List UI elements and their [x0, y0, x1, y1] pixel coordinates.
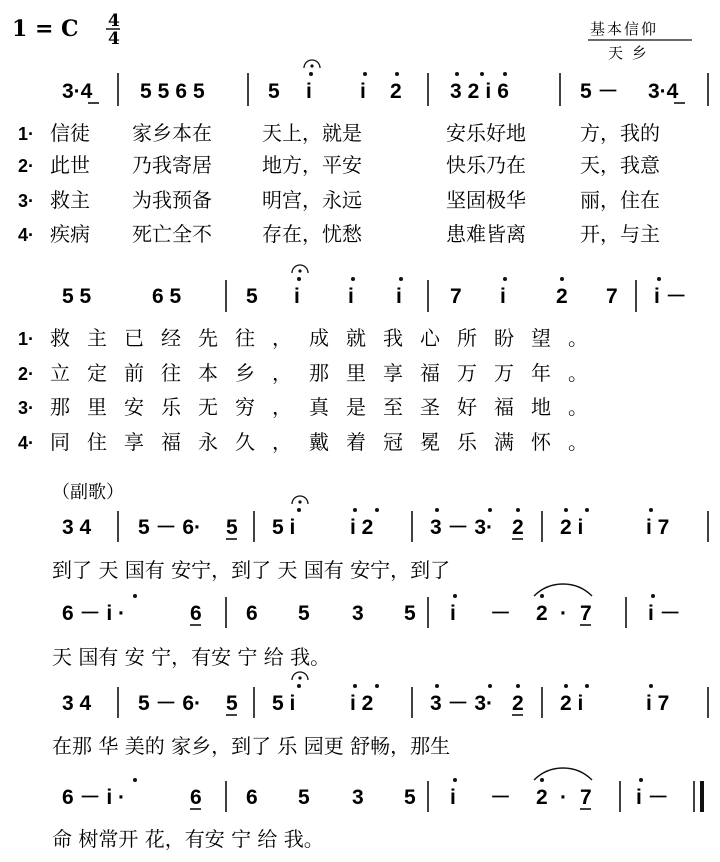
svg-text:7: 7: [580, 602, 592, 625]
system-1-notes: [62, 60, 708, 106]
svg-text:i －: i －: [648, 602, 681, 625]
svg-text:6 － i ·: 6 － i ·: [62, 786, 126, 809]
svg-text:i: i: [360, 80, 366, 103]
svg-text:7: 7: [580, 786, 592, 809]
svg-text:此世: 此世: [50, 153, 90, 177]
svg-text:i －: i －: [636, 786, 669, 809]
system-1-lyrics: [18, 121, 660, 246]
svg-text:同住享福永久，戴着冠冕乐满怀。: 同住享福永久，戴着冠冕乐满怀。: [50, 430, 605, 454]
svg-text:3: 3: [352, 602, 364, 625]
svg-text:i －: i －: [654, 285, 687, 308]
svg-text:坚固极华: 坚固极华: [446, 188, 526, 212]
song-title: 基本信仰: [590, 20, 659, 38]
svg-text:患难皆离: 患难皆离: [446, 222, 526, 246]
svg-text:i 2: i 2: [350, 692, 374, 715]
svg-text:疾病: 疾病: [50, 222, 90, 246]
svg-text:4·: 4·: [18, 433, 35, 453]
svg-text:5: 5: [298, 602, 310, 625]
svg-text:5: 5: [246, 285, 258, 308]
svg-text:5: 5: [226, 692, 238, 715]
svg-text:6: 6: [246, 602, 258, 625]
svg-text:家乡本在: 家乡本在: [132, 121, 212, 145]
svg-text:开，与主: 开，与主: [580, 222, 660, 246]
svg-text:·: ·: [560, 602, 567, 625]
svg-text:地方，平安: 地方，平安: [262, 153, 362, 177]
svg-text:存在，忧愁: 存在，忧愁: [262, 222, 362, 246]
svg-text:天，我意: 天，我意: [580, 153, 660, 177]
svg-text:信徒: 信徒: [50, 121, 90, 145]
svg-text:3·: 3·: [18, 191, 35, 211]
chorus-line-1-lyrics: 到了 天 国有 安宁，到了 天 国有 安宁，到了: [52, 558, 451, 582]
chorus-line-2-lyrics: 天 国有 安 宁，有安 宁 给 我。: [52, 645, 331, 669]
svg-text:救主已经先往，成就我心所盼望。: 救主已经先往，成就我心所盼望。: [50, 326, 605, 350]
svg-text:2: 2: [556, 285, 568, 308]
svg-text:2·: 2·: [18, 156, 35, 176]
meter-bottom: 4: [108, 29, 120, 49]
meter-top: 4: [108, 11, 120, 31]
svg-text:i: i: [306, 80, 312, 103]
svg-text:立定前往本乡，那里享福万万年。: 立定前往本乡，那里享福万万年。: [50, 361, 605, 385]
svg-text:2·: 2·: [18, 364, 35, 384]
svg-text:死亡全不: 死亡全不: [132, 222, 212, 246]
svg-text:5 i: 5 i: [272, 692, 296, 715]
svg-text:5: 5: [404, 786, 416, 809]
chorus-line-3-lyrics: 在那 华 美的 家乡，到了 乐 园更 舒畅，那生: [52, 734, 451, 758]
chorus-line-2-notes: [62, 584, 681, 628]
svg-text:2 i: 2 i: [560, 692, 584, 715]
svg-text:5: 5: [226, 516, 238, 539]
svg-text:为我预备: 为我预备: [132, 188, 212, 212]
svg-text:2: 2: [536, 786, 548, 809]
svg-text:6 5: 6 5: [152, 285, 182, 308]
svg-text:3 4: 3 4: [62, 516, 92, 539]
svg-text:－: －: [490, 786, 511, 809]
svg-text:7: 7: [606, 285, 618, 308]
chorus-line-4-lyrics: 命 树常开 花，有安 宁 给 我。: [52, 827, 324, 851]
svg-text:方，我的: 方，我的: [580, 121, 660, 145]
svg-text:1·: 1·: [18, 124, 35, 144]
svg-text:i: i: [450, 602, 456, 625]
svg-text:3 － 3·: 3 － 3·: [430, 692, 494, 715]
key-signature: 1 = C: [12, 16, 79, 42]
svg-text:－: －: [490, 602, 511, 625]
svg-text:2: 2: [390, 80, 402, 103]
svg-text:2 i: 2 i: [560, 516, 584, 539]
svg-text:6: 6: [246, 786, 258, 809]
svg-text:3 － 3·: 3 － 3·: [430, 516, 494, 539]
svg-text:丽，住在: 丽，住在: [580, 188, 660, 212]
svg-text:6: 6: [190, 786, 202, 809]
svg-text:i 7: i 7: [646, 692, 670, 715]
svg-text:天上，就是: 天上，就是: [262, 121, 362, 145]
svg-text:5565: 5565: [140, 80, 211, 103]
chorus-label: （副歌）: [52, 482, 124, 503]
svg-text:3·4: 3·4: [62, 80, 93, 103]
svg-text:明宫，永远: 明宫，永远: [262, 188, 362, 212]
svg-text:5: 5: [268, 80, 280, 103]
svg-text:2: 2: [512, 692, 524, 715]
svg-text:i: i: [348, 285, 354, 308]
svg-text:6 － i ·: 6 － i ·: [62, 602, 126, 625]
svg-text:2: 2: [536, 602, 548, 625]
svg-text:i 7: i 7: [646, 516, 670, 539]
svg-text:i: i: [396, 285, 402, 308]
svg-text:i: i: [450, 786, 456, 809]
svg-text:2: 2: [512, 516, 524, 539]
svg-text:1·: 1·: [18, 329, 35, 349]
svg-text:5 i: 5 i: [272, 516, 296, 539]
svg-text:5 － 6·: 5 － 6·: [138, 516, 202, 539]
svg-text:乃我寄居: 乃我寄居: [132, 153, 212, 177]
chorus-line-3-notes: [62, 672, 708, 718]
svg-text:3·: 3·: [18, 398, 35, 418]
svg-text:3 4: 3 4: [62, 692, 92, 715]
system-2-notes: [62, 265, 687, 312]
svg-text:32i6: 32i6: [450, 80, 515, 103]
svg-text:7: 7: [450, 285, 462, 308]
svg-text:6: 6: [190, 602, 202, 625]
svg-text:5: 5: [404, 602, 416, 625]
svg-text:·: ·: [560, 786, 567, 809]
svg-text:3: 3: [352, 786, 364, 809]
svg-text:安乐好地: 安乐好地: [446, 121, 526, 145]
svg-text:5 －: 5 －: [580, 80, 619, 103]
svg-text:那里安乐无穷，真是至圣好福地。: 那里安乐无穷，真是至圣好福地。: [50, 395, 605, 419]
svg-text:5: 5: [298, 786, 310, 809]
svg-text:i: i: [294, 285, 300, 308]
svg-text:5 5: 5 5: [62, 285, 92, 308]
svg-text:i 2: i 2: [350, 516, 374, 539]
svg-text:救主: 救主: [50, 188, 90, 212]
chorus-line-1-notes: [62, 496, 708, 542]
svg-text:5 － 6·: 5 － 6·: [138, 692, 202, 715]
svg-text:快乐乃在: 快乐乃在: [446, 153, 526, 177]
system-2-lyrics: [18, 326, 605, 454]
chorus-line-4-notes: [62, 768, 702, 812]
svg-text:3·4: 3·4: [648, 80, 679, 103]
svg-text:4·: 4·: [18, 225, 35, 245]
svg-text:i: i: [500, 285, 506, 308]
song-source: 天 乡: [608, 44, 649, 62]
